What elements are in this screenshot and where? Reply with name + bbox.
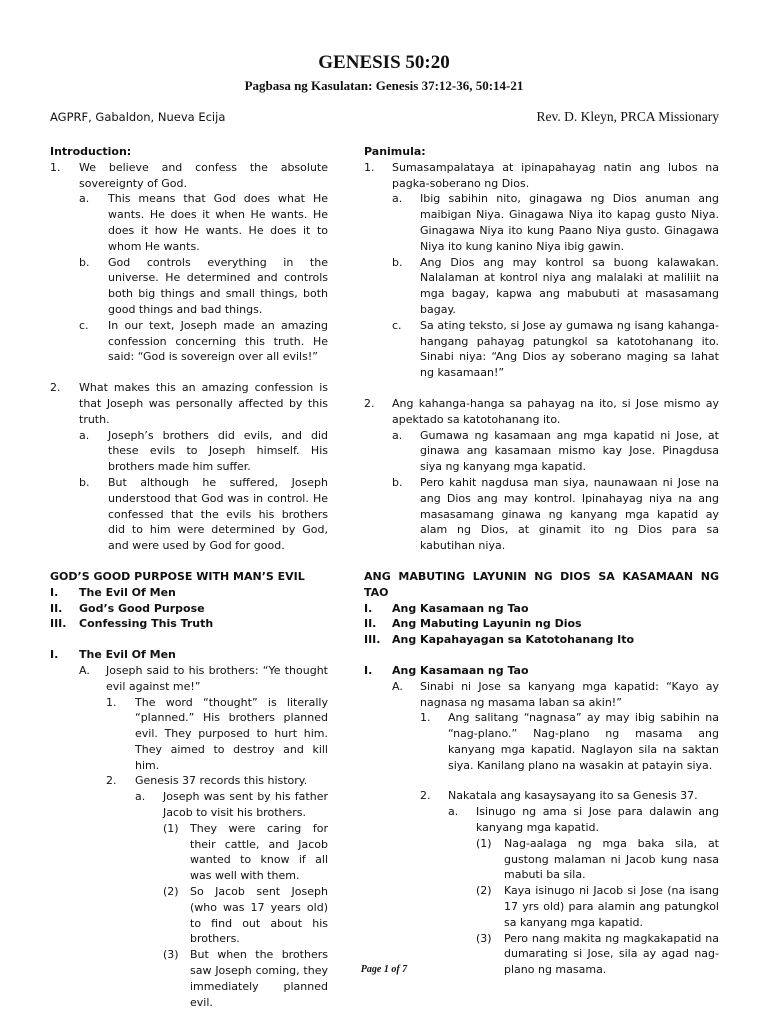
point-text: Ang salitang “nagnasa” ay may ibig sabihin na “nag-plano.” Nag-plano ng masama ang kanyang mga kapatid. Naglayon sila na saktan siya. Kanilang plano na wasakin at patayin siya. <box>448 711 719 772</box>
section-point-a2a3 <box>50 947 328 1010</box>
section-title: Ang Kasamaan ng Tao <box>392 663 529 677</box>
point-text: We believe and confess the absolute sovereignty of God. <box>79 160 328 190</box>
point-letter: a. <box>135 790 146 804</box>
point-text: Sa ating teksto, si Jose ay gumawa ng isang kahanga-hangang pahayag patungkol sa katotohanang ito. Sinabi niya: “Ang Dios ay soberano maging sa lahat ng kasamaan!” <box>420 318 719 380</box>
point-1c <box>364 318 719 381</box>
sermon-theme: ANG MABUTING LAYUNIN NG DIOS SA KASAMAAN NG TAO <box>364 569 719 599</box>
point-text: Nag-aalaga ng mga baka sila, at gustong malaman ni Jacob kung nasa mabuti ba sila. <box>504 836 719 882</box>
point-letter: A. <box>392 679 403 693</box>
point-letter: a. <box>79 428 90 442</box>
point-text: Joseph said to his brothers: “Ye thought evil against me!” <box>106 663 328 693</box>
point-letter: a. <box>392 192 403 206</box>
section-point-a2 <box>364 788 719 804</box>
point-number: 2. <box>420 789 431 803</box>
point-paren-number: (3) <box>163 948 179 962</box>
point-number: 1. <box>50 160 61 174</box>
point-2 <box>364 396 719 428</box>
point-2a <box>50 428 328 475</box>
point-letter: b. <box>392 475 403 489</box>
outline-item-1 <box>364 601 719 617</box>
point-text: So Jacob sent Joseph (who was 17 years old) to find out about his brothers. <box>190 885 328 946</box>
point-letter: b. <box>392 255 403 269</box>
point-1a <box>50 191 328 254</box>
location: AGPRF, Gabaldon, Nueva Ecija <box>50 110 226 124</box>
point-number: 2. <box>106 774 117 788</box>
section-heading <box>364 663 719 679</box>
outline-item-2 <box>50 601 328 617</box>
sermon-theme: GOD’S GOOD PURPOSE WITH MAN’S EVIL <box>50 569 305 583</box>
section-point-a2a <box>50 789 328 821</box>
outline-text: Ang Mabuting Layunin ng Dios <box>392 617 582 631</box>
point-2a <box>364 428 719 475</box>
intro-heading: Panimula: <box>364 145 426 158</box>
point-number: 2. <box>50 381 61 395</box>
point-1 <box>364 160 719 192</box>
outline-text: God’s Good Purpose <box>79 601 205 615</box>
point-1c <box>50 318 328 365</box>
point-text: Ibig sabihin nito, ginagawa ng Dios anuman ang maibigan Niya. Ginagawa Niya ito kapag gusto Niya. Ginagawa Niya ito kung Paano Niya gusto. Ginagawa Niya ito kung kanino Niya ibig gawin. <box>420 192 719 253</box>
point-text: God controls everything in the universe. He determined and controls both big things and small things, both good things and bad things. <box>108 255 328 316</box>
point-text: Joseph was sent by his father Jacob to visit his brothers. <box>163 790 328 820</box>
point-text: Genesis 37 records this history. <box>135 774 308 788</box>
point-1a <box>364 191 719 254</box>
point-text: Kaya isinugo ni Jacob si Jose (na isang 17 yrs old) para alamin ang patungkol sa kanyang mga kapatid. <box>504 884 719 929</box>
section-numeral: I. <box>364 663 373 677</box>
point-text: Ang kahanga-hanga sa pahayag na ito, si Jose mismo ay apektado sa katotohanang ito. <box>392 396 719 426</box>
point-text: They were caring for their cattle, and Jacob wanted to know if all was well with them. <box>190 821 328 883</box>
author: Rev. D. Kleyn, PRCA Missionary <box>536 109 719 124</box>
section-point-a <box>50 663 328 695</box>
point-2b <box>364 475 719 554</box>
point-letter: A. <box>79 663 90 677</box>
point-2b <box>50 475 328 554</box>
section-point-a1 <box>364 710 719 773</box>
section-point-a2a1 <box>50 821 328 884</box>
point-text: But although he suffered, Joseph understood that God was in control. He confessed that the evils his brothers did to him were determined by God, and were used by God for good. <box>108 475 328 553</box>
point-text: What makes this an amazing confession is that Joseph was personally affected by this truth. <box>79 381 328 426</box>
outline-text: Confessing This Truth <box>79 617 214 631</box>
tagalog-column <box>364 144 719 978</box>
intro-heading: Introduction: <box>50 145 132 158</box>
point-text: Gumawa ng kasamaan ang mga kapatid ni Jose, at ginawa ang kasamaan mismo kay Jose. Pinagdusa siya ng kanyang mga kapatid. <box>420 428 719 474</box>
point-paren-number: (2) <box>163 885 179 899</box>
point-text: Sumasampalataya at ipinapahayag natin ang lubos na pagka-soberano ng Dios. <box>392 160 719 190</box>
section-point-a2a <box>364 804 719 836</box>
point-2 <box>50 380 328 427</box>
point-number: 2. <box>364 396 375 410</box>
outline-item-1 <box>50 585 328 601</box>
outline-text: Ang Kasamaan ng Tao <box>392 601 529 615</box>
point-text: Isinugo ng ama si Jose para dalawin ang kanyang mga kapatid. <box>476 805 719 835</box>
section-point-a2a1 <box>364 836 719 883</box>
section-point-a2a2 <box>364 883 719 930</box>
section-heading <box>50 647 328 663</box>
outline-numeral: II. <box>50 601 63 615</box>
point-number: 1. <box>364 160 375 174</box>
scripture-reading: Pagbasa ng Kasulatan: Genesis 37:12-36, 50:14-21 <box>244 78 524 93</box>
point-1 <box>50 160 328 192</box>
section-point-a1 <box>50 695 328 774</box>
point-letter: c. <box>79 318 89 332</box>
outline-numeral: III. <box>50 617 67 631</box>
point-number: 1. <box>106 695 117 709</box>
outline-item-3 <box>364 632 719 648</box>
section-point-a2 <box>50 773 328 789</box>
point-text: Ang Dios ang may kontrol sa buong kalawakan. Nalalaman at kontrol niya ang malalaki at maliliit na mga bagay, kapwa ang mabubuti at masasamang bagay. <box>420 255 719 316</box>
outline-numeral: III. <box>364 633 381 647</box>
outline-numeral: I. <box>50 585 59 599</box>
point-letter: b. <box>79 255 90 269</box>
point-1b <box>50 255 328 318</box>
outline-numeral: II. <box>364 617 377 631</box>
point-paren-number: (2) <box>476 884 492 898</box>
point-text: But when the brothers saw Joseph coming, they immediately planned evil. <box>190 948 328 1009</box>
outline-item-3 <box>50 616 328 632</box>
point-letter: a. <box>392 428 403 442</box>
point-letter: a. <box>448 805 459 819</box>
section-numeral: I. <box>50 648 59 662</box>
point-1b <box>364 255 719 318</box>
point-paren-number: (3) <box>476 931 492 945</box>
point-letter: c. <box>392 318 402 332</box>
outline-item-2 <box>364 616 719 632</box>
outline-text: The Evil Of Men <box>79 585 176 599</box>
point-text: Pero kahit nagdusa man siya, naunawaan ni Jose na ang Dios ang may kontrol. Ipinahayag niya na ang masasamang ginawa ng kanyang mga kapatid ay alam ng Dios, at ginamit ito ng Dios para sa kabutihan niya. <box>420 475 719 553</box>
point-text: The word “thought” is literally “planned.” His brothers planned evil. They purposed to hurt him. They aimed to destroy and kill him. <box>135 695 328 772</box>
point-text: Joseph’s brothers did evils, and did these evils to Joseph himself. His brothers made him suffer. <box>108 428 328 474</box>
section-title: The Evil Of Men <box>79 648 176 662</box>
point-text: Sinabi ni Jose sa kanyang mga kapatid: “Kayo ay nagnasa ng masama laban sa akin!” <box>420 679 719 709</box>
point-text: This means that God does what He wants. He does it when He wants. He does it how He wants. He does it to whom He wants. <box>108 192 328 253</box>
outline-numeral: I. <box>364 601 373 615</box>
outline-text: Ang Kapahayagan sa Katotohanang Ito <box>392 633 635 647</box>
point-text: In our text, Joseph made an amazing confession concerning this truth. He said: “God is sovereign over all evils!” <box>108 318 328 364</box>
point-number: 1. <box>420 711 431 725</box>
point-paren-number: (1) <box>163 821 179 835</box>
english-column <box>50 144 328 1010</box>
section-point-a <box>364 679 719 711</box>
point-text: Pero nang makita ng magkakapatid na dumarating si Jose, sila ay agad nag-plano ng masama. <box>504 931 719 977</box>
point-letter: a. <box>79 192 90 206</box>
point-text: Nakatala ang kasaysayang ito sa Genesis 37. <box>448 789 698 803</box>
section-point-a2a2 <box>50 884 328 947</box>
page-number: Page 1 of 7 <box>360 964 408 975</box>
point-letter: b. <box>79 475 90 489</box>
point-paren-number: (1) <box>476 836 492 850</box>
document-title: GENESIS 50:20 <box>318 52 450 73</box>
